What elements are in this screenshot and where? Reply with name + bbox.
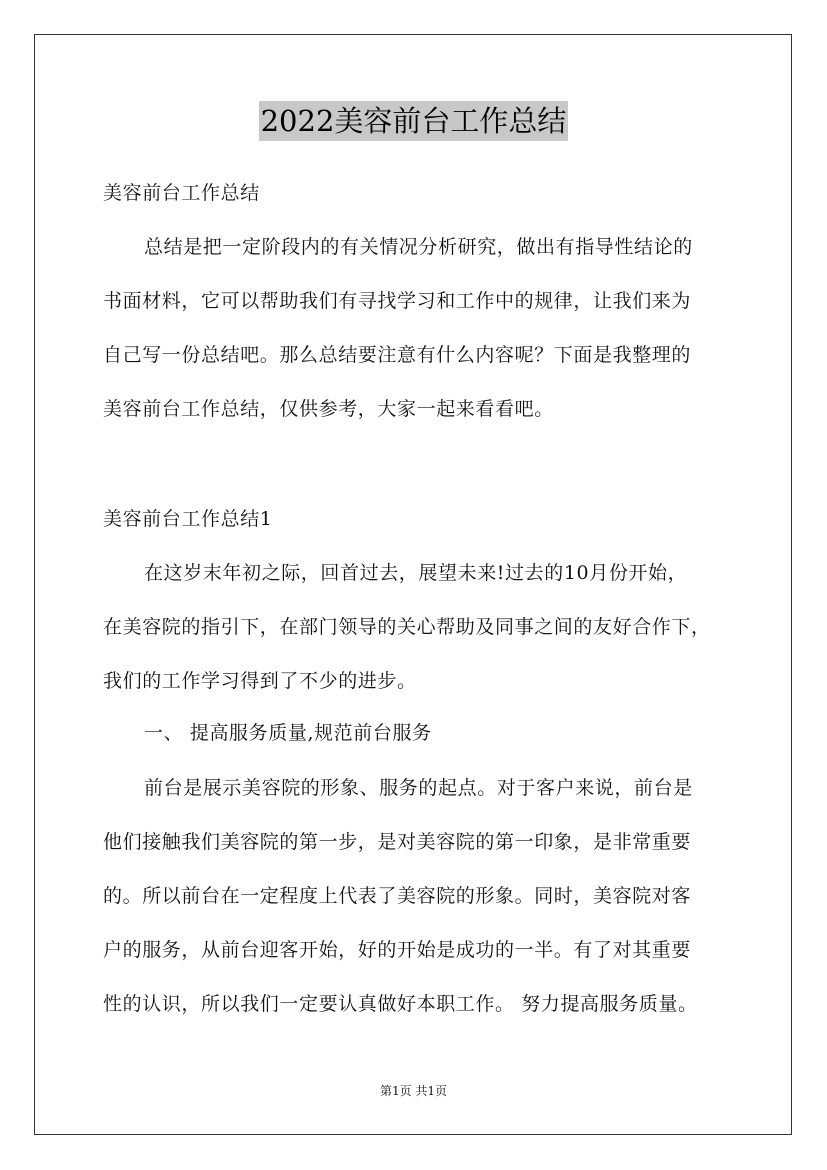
- item-heading: 一、 提高服务质量,规范前台服务: [144, 722, 432, 744]
- intro-line: 自己写一份总结吧。那么总结要注意有什么内容呢？下面是我整理的: [103, 344, 692, 366]
- title-wrap: [0, 101, 827, 141]
- paragraph-line: 在美容院的指引下，在部门领导的关心帮助及同事之间的友好合作下，: [103, 616, 711, 638]
- paragraph-line: 我们的工作学习得到了不少的进步。: [103, 670, 417, 692]
- paragraph-line: 在这岁末年初之际，回首过去，展望未来!过去的10月份开始，: [144, 562, 688, 584]
- paragraph-line: 的。所以前台在一定程度上代表了美容院的形象。同时，美容院对客: [103, 885, 692, 907]
- document-subtitle: 美容前台工作总结: [103, 182, 260, 204]
- intro-line: 总结是把一定阶段内的有关情况分析研究，做出有指导性结论的: [144, 236, 693, 258]
- document-title: 2022美容前台工作总结: [259, 101, 569, 141]
- paragraph-line: 户的服务，从前台迎客开始，好的开始是成功的一半。有了对其重要: [103, 939, 692, 961]
- intro-line: 书面材料，它可以帮助我们有寻找学习和工作中的规律，让我们来为: [103, 290, 692, 312]
- paragraph-line: 他们接触我们美容院的第一步，是对美容院的第一印象，是非常重要: [103, 831, 692, 853]
- paragraph-line: 前台是展示美容院的形象、服务的起点。对于客户来说，前台是: [144, 777, 693, 799]
- paragraph-line: 性的认识，所以我们一定要认真做好本职工作。 努力提高服务质量。: [103, 993, 698, 1015]
- section-heading: 美容前台工作总结1: [103, 508, 273, 530]
- intro-line: 美容前台工作总结，仅供参考，大家一起来看看吧。: [103, 398, 554, 420]
- page-number-footer: 第1页 共1页: [379, 1084, 448, 1098]
